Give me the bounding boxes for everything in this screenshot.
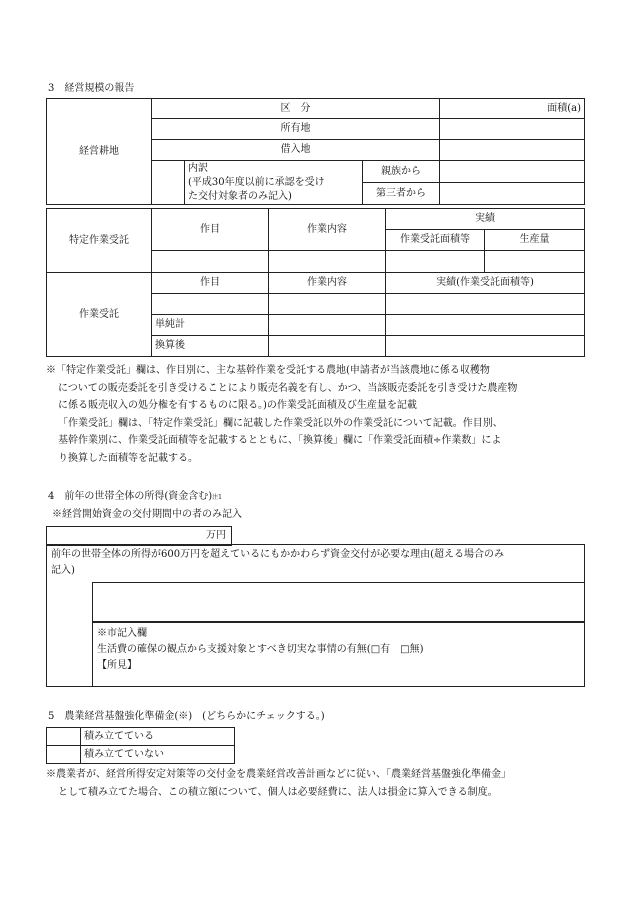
income-input[interactable]: [46, 526, 232, 546]
shinzoku-area-cell[interactable]: [440, 161, 585, 183]
sagyou-naiyou-header: 作業内容: [269, 273, 386, 294]
section5-note: [46, 766, 511, 802]
income-unit: 万円: [206, 530, 226, 541]
indent-spacer: [152, 183, 185, 205]
note-line: 「作業受託」欄は、「特定作業受託」欄に記載した作業受託以外の作業受託について記載。作目別、: [58, 417, 503, 429]
note-line: についての販売委託を引き受けることにより販売名義を有し、かつ、当該販売委託を引き受けた農産物: [58, 382, 518, 394]
keiei-kouchi-label: 経営耕地: [47, 99, 152, 205]
option1-label: 積み立てている: [81, 728, 235, 746]
daisansha-area-cell[interactable]: [440, 183, 585, 205]
note-line: り換算した面積等を記載する。: [58, 452, 198, 464]
section4-heading-note: 注1: [212, 494, 222, 501]
tanjunkei-label: 単純計: [152, 315, 269, 336]
uchiwake-label: [185, 161, 363, 205]
reason-line2: 記入): [51, 565, 75, 576]
tokutei-naiyou-header: 作業内容: [269, 209, 386, 251]
shakuchi-label: 借入地: [152, 140, 440, 161]
shoyuuchi-label: 所有地: [152, 119, 440, 140]
tanjunkei-naiyou-cell[interactable]: [269, 315, 386, 336]
tokutei-naiyou-cell[interactable]: [269, 251, 386, 273]
section4-heading: [48, 490, 222, 504]
junbikin-table: [46, 727, 235, 764]
uchiwake-line1: 内訳: [188, 163, 208, 174]
shakuchi-area-cell[interactable]: [440, 140, 585, 161]
section5-heading: 5 農業経営基盤強化準備金(※) (どちらかにチェックする。): [48, 711, 325, 722]
city-line: 生活費の確保の観点から支援対象とすべき切実な事情の有無(□有 □無): [97, 644, 424, 655]
tanjunkei-jisseki-cell[interactable]: [386, 315, 585, 336]
note-line: 基幹作業別に、作業受託面積等を記載するとともに、「換算後」欄に「作業受託面積÷作業数」によ: [58, 435, 502, 446]
sagyou-sakumoku-cell[interactable]: [152, 294, 269, 315]
city-title: ※市記入欄: [97, 628, 147, 639]
uchiwake-line3: た交付対象者のみ記入): [188, 191, 292, 202]
city-box: [92, 621, 585, 687]
jisseki-full-header: 実績(作業受託面積等): [386, 273, 585, 294]
reason-input[interactable]: [92, 582, 585, 623]
sagyou-juutaku-table: [46, 208, 585, 357]
option2-checkbox[interactable]: [47, 746, 81, 764]
kanzango-jisseki-cell[interactable]: [386, 336, 585, 357]
kubun-header: 区 分: [152, 99, 440, 119]
shoyuuchi-area-cell[interactable]: [440, 119, 585, 140]
area-header: 面積(a): [440, 99, 585, 119]
tokutei-label: 特定作業受託: [47, 209, 152, 273]
option1-checkbox[interactable]: [47, 728, 81, 746]
tokutei-menseki-cell[interactable]: [386, 251, 485, 273]
jisseki-header: 実績: [386, 209, 585, 230]
section5-note-line1: ※農業者が、経営所得安定対策等の交付金を農業経営改善計画などに従い、「農業経営基盤強化準備金」: [46, 769, 511, 780]
section3-heading: 3 経営規模の報告: [48, 83, 135, 94]
tokutei-sakumoku-header: 作目: [152, 209, 269, 251]
sagyou-sakumoku-header: 作目: [152, 273, 269, 294]
sagyou-naiyou-cell[interactable]: [269, 294, 386, 315]
sagyou-juutaku-label: 作業受託: [47, 273, 152, 357]
tokutei-sakumoku-cell[interactable]: [152, 251, 269, 273]
kanzango-label: 換算後: [152, 336, 269, 357]
section4-heading-text: 4 前年の世帯全体の所得(資金含む): [48, 491, 213, 502]
section4-subnote: ※経営開始資金の交付期間中の者のみ記入: [52, 509, 242, 520]
seisanryou-header: 生産量: [485, 230, 585, 251]
reason-line1: 前年の世帯全体の所得が600万円を超えているにもかかわらず資金交付が必要な理由(超える場合のみ: [51, 549, 504, 560]
kanzango-naiyou-cell[interactable]: [269, 336, 386, 357]
reason-box: [46, 544, 585, 687]
shinzoku-label: 親族から: [363, 161, 440, 183]
sagyou-jisseki-cell[interactable]: [386, 294, 585, 315]
uchiwake-line2: (平成30年度以前に承認を受け: [188, 177, 325, 188]
indent-spacer: [152, 161, 185, 183]
option2-label: 積み立てていない: [81, 746, 235, 764]
tokutei-seisanryou-cell[interactable]: [485, 251, 585, 273]
section3-notes: [46, 362, 517, 467]
shoken-label: 【所見】: [97, 660, 137, 671]
note-line: ※「特定作業受託」欄は、作目別に、主な基幹作業を受託する農地(申請者が当該農地に係る収穫物: [46, 365, 490, 376]
section5-note-line2: として積み立てた場合、この積立額について、個人は必要経費に、法人は損金に算入できる制度。: [58, 787, 498, 798]
keiei-kouchi-table: [46, 98, 585, 205]
daisansha-label: 第三者から: [363, 183, 440, 205]
juutaku-menseki-header: 作業受託面積等: [386, 230, 485, 251]
note-line: に係る販売収入の処分権を有するものに限る。)の作業受託面積及び生産量を記載: [58, 400, 417, 411]
